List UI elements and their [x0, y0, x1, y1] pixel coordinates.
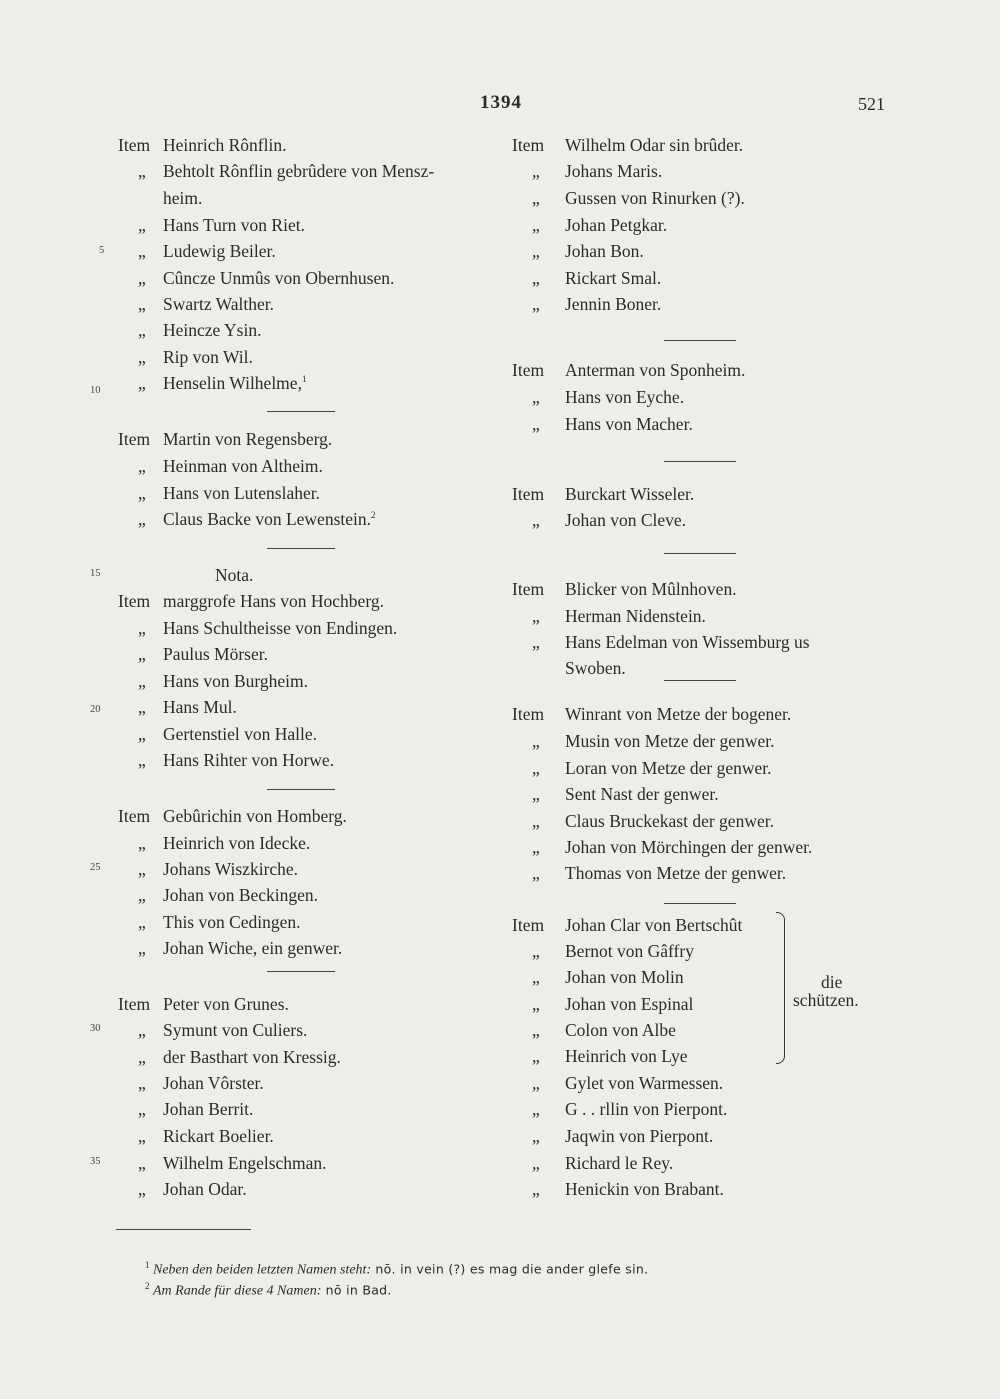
- right-entry-text: G . . rllin von Pierpont.: [565, 1099, 728, 1119]
- section-separator: [664, 553, 736, 554]
- right-entry-name: [565, 137, 743, 155]
- left-entry-marker: „: [138, 912, 146, 932]
- right-entry-text: Musin von Metze der genwer.: [565, 731, 775, 751]
- right-entry-marker: „: [532, 863, 540, 883]
- section-separator: [664, 903, 736, 904]
- left-entry-text: Johans Wiszkirche.: [163, 859, 299, 879]
- left-entry-marker: „: [138, 1153, 146, 1173]
- right-entry-text: Hans von Eyche.: [565, 387, 685, 407]
- right-entry-name: [565, 786, 719, 804]
- right-entry-text: Claus Bruckekast der genwer.: [565, 811, 774, 831]
- right-entry-marker: „: [532, 161, 540, 181]
- left-entry-name: [163, 726, 317, 744]
- left-entry-text: Johan Berrit.: [163, 1099, 254, 1119]
- left-entry-text: Johan von Beckingen.: [163, 885, 319, 905]
- right-entry-name: [565, 581, 737, 599]
- left-entry-marker: „: [138, 1126, 146, 1146]
- right-entry-marker: „: [532, 837, 540, 857]
- line-number: 10: [90, 385, 101, 396]
- line-number: 30: [90, 1023, 101, 1034]
- left-entry-text: Peter von Grunes.: [163, 994, 289, 1014]
- left-entry-marker: „: [138, 509, 146, 529]
- right-entry-marker: „: [532, 268, 540, 288]
- right-entry-name: [565, 1048, 687, 1066]
- left-entry-text: Heincze Ysin.: [163, 320, 262, 340]
- left-entry-name: [163, 163, 434, 181]
- left-entry-marker: „: [138, 294, 146, 314]
- left-entry-marker: „: [138, 750, 146, 770]
- left-entry-text: Gebûrichin von Homberg.: [163, 806, 347, 826]
- section-separator: [664, 680, 736, 681]
- right-entry-marker: „: [532, 784, 540, 804]
- left-entry-marker: „: [138, 215, 146, 235]
- right-entry-name: [565, 634, 810, 652]
- right-entry-name: [565, 217, 667, 235]
- left-entry-marker: Item: [118, 994, 151, 1014]
- right-entry-text: Swoben.: [565, 658, 626, 678]
- right-entry-name: [565, 917, 742, 935]
- left-entry-name: [163, 296, 274, 314]
- right-entry-text: Gylet von Warmessen.: [565, 1073, 724, 1093]
- left-entry-text: Rickart Boelier.: [163, 1126, 274, 1146]
- right-entry-marker: Item: [512, 360, 545, 380]
- line-number: 5: [99, 245, 105, 256]
- left-entry-name: [163, 940, 342, 958]
- footnote-2-italic: Am Rande für diese 4 Namen:: [153, 1283, 322, 1299]
- right-entry-marker: „: [532, 241, 540, 261]
- right-entry-text: Blicker von Mûlnhoven.: [565, 579, 737, 599]
- right-entry-name: [565, 512, 686, 530]
- left-entry-marker: „: [138, 1047, 146, 1067]
- right-entry-text: Gussen von Rinurken (?).: [565, 188, 745, 208]
- left-entry-name: [163, 1181, 247, 1199]
- line-number: 20: [90, 704, 101, 715]
- right-entry-name: [565, 190, 745, 208]
- left-entry-name: [163, 1049, 341, 1067]
- left-entry-text: Paulus Mörser.: [163, 644, 268, 664]
- right-entry-marker: „: [532, 1073, 540, 1093]
- right-entry-name: [565, 1022, 676, 1040]
- footnote-1-number: 1: [145, 1260, 150, 1270]
- right-entry-text: Wilhelm Odar sin brûder.: [565, 135, 744, 155]
- left-entry-text: heim.: [163, 188, 203, 208]
- right-entry-marker: „: [532, 1126, 540, 1146]
- right-entry-text: Loran von Metze der genwer.: [565, 758, 772, 778]
- left-entry-text: marggrofe Hans von Hochberg.: [163, 591, 384, 611]
- right-entry-text: Bernot von Gâffry: [565, 941, 694, 961]
- left-entry-name: [163, 217, 305, 235]
- left-entry-text: Hans Schultheisse von Endingen.: [163, 618, 398, 638]
- left-entry-name: [163, 1075, 264, 1093]
- right-entry-name: [565, 1075, 723, 1093]
- right-entry-name: [565, 706, 791, 724]
- right-entry-name: [565, 389, 684, 407]
- left-entry-name: [163, 620, 397, 638]
- left-entry-marker: „: [138, 671, 146, 691]
- right-entry-text: Johan von Molin: [565, 967, 684, 987]
- right-entry-marker: „: [532, 967, 540, 987]
- left-entry-text: Behtolt Rônflin gebrûdere von Mensz-: [163, 161, 435, 181]
- brace-label-line-1: die: [821, 972, 843, 992]
- left-entry-marker: „: [138, 885, 146, 905]
- brace-label-line-2: schützen.: [793, 990, 859, 1010]
- right-entry-marker: „: [532, 1020, 540, 1040]
- left-entry-text: Symunt von Culiers.: [163, 1020, 308, 1040]
- left-entry-marker: „: [138, 724, 146, 744]
- right-entry-name: [565, 1155, 673, 1173]
- right-entry-text: Johan Clar von Bertschût: [565, 915, 743, 935]
- left-entry-marker: „: [138, 618, 146, 638]
- right-entry-text: Johan von Espinal: [565, 994, 694, 1014]
- right-entry-text: Jaqwin von Pierpont.: [565, 1126, 714, 1146]
- left-entry-marker: Item: [118, 429, 151, 449]
- left-entry-text: Heinman von Altheim.: [163, 456, 323, 476]
- left-entry-marker: „: [138, 241, 146, 261]
- left-entry-marker: „: [138, 161, 146, 181]
- right-entry-marker: Item: [512, 915, 545, 935]
- right-entry-marker: Item: [512, 135, 545, 155]
- left-entry-name: [163, 349, 253, 367]
- page-year-heading: 1394: [480, 92, 522, 113]
- right-entry-text: Sent Nast der genwer.: [565, 784, 719, 804]
- left-entry-text: Hans von Burgheim.: [163, 671, 309, 691]
- left-entry-name: [163, 835, 310, 853]
- footnote-2: [145, 1281, 392, 1300]
- section-separator: [267, 971, 335, 972]
- left-entry-name: [163, 458, 323, 476]
- right-entry-name: [565, 760, 772, 778]
- right-entry-marker: Item: [512, 704, 545, 724]
- left-entry-marker: Item: [118, 806, 151, 826]
- left-entry-marker: „: [138, 347, 146, 367]
- right-entry-marker: „: [532, 387, 540, 407]
- left-entry-name: [163, 887, 318, 905]
- left-entry-text: Hans Mul.: [163, 697, 237, 717]
- left-entry-text: Ludewig Beiler.: [163, 241, 276, 261]
- left-entry-name: [163, 511, 376, 529]
- footnote-2-text: nō in Bad.: [321, 1282, 392, 1298]
- footnote-1-italic: Neben den beiden letzten Namen steht:: [153, 1262, 372, 1278]
- left-entry-name: [163, 752, 334, 770]
- left-entry-text: Hans Turn von Riet.: [163, 215, 305, 235]
- right-entry-text: Henickin von Brabant.: [565, 1179, 724, 1199]
- left-entry-text: Rip von Wil.: [163, 347, 253, 367]
- right-entry-name: [565, 813, 774, 831]
- left-entry-marker: „: [138, 1073, 146, 1093]
- right-entry-marker: „: [532, 414, 540, 434]
- footnote-1-text: nō. in vein (?) es mag die ander glefe sin.: [371, 1261, 649, 1277]
- right-entry-marker: „: [532, 632, 540, 652]
- right-entry-name: [565, 416, 693, 434]
- footnote-1: [145, 1260, 648, 1279]
- right-entry-name: [565, 270, 661, 288]
- left-entry-marker: „: [138, 859, 146, 879]
- right-entry-name: [565, 660, 626, 678]
- right-entry-text: Johan Petgkar.: [565, 215, 668, 235]
- right-entry-text: Hans Edelman von Wissemburg us: [565, 632, 810, 652]
- left-entry-text: This von Cedingen.: [163, 912, 301, 932]
- right-entry-marker: „: [532, 941, 540, 961]
- left-entry-marker: „: [138, 373, 146, 393]
- left-entry-text: Heinrich von Idecke.: [163, 833, 311, 853]
- right-entry-name: [565, 969, 684, 987]
- right-entry-marker: „: [532, 1099, 540, 1119]
- left-entry-name: [163, 243, 276, 261]
- left-entry-name: [163, 431, 332, 449]
- left-entry-name: [163, 914, 301, 932]
- left-entry-name: [163, 1022, 307, 1040]
- right-entry-name: [565, 486, 694, 504]
- left-entry-name: [163, 1155, 327, 1173]
- right-entry-name: [565, 1101, 727, 1119]
- left-entry-name: [163, 190, 202, 208]
- right-entry-marker: „: [532, 606, 540, 626]
- left-entry-name: [163, 1128, 274, 1146]
- left-entry-text: Gertenstiel von Halle.: [163, 724, 318, 744]
- left-entry-name: [163, 593, 384, 611]
- line-number: 15: [90, 568, 101, 579]
- right-entry-name: [565, 608, 706, 626]
- left-entry-marker: „: [138, 833, 146, 853]
- right-entry-text: Richard le Rey.: [565, 1153, 674, 1173]
- right-entry-text: Johan Bon.: [565, 241, 644, 261]
- right-entry-marker: „: [532, 758, 540, 778]
- right-entry-text: Colon von Albe: [565, 1020, 676, 1040]
- left-entry-name: [163, 996, 289, 1014]
- section-separator: [267, 548, 335, 549]
- left-entry-name: [163, 646, 268, 664]
- right-entry-name: [565, 733, 774, 751]
- footnote-rule: [116, 1229, 251, 1230]
- section-separator: [267, 789, 335, 790]
- right-entry-text: Anterman von Sponheim.: [565, 360, 746, 380]
- left-entry-text: Johan Wiche, ein genwer.: [163, 938, 343, 958]
- right-entry-text: Johan von Mörchingen der genwer.: [565, 837, 813, 857]
- right-entry-name: [565, 163, 662, 181]
- right-entry-text: Johans Maris.: [565, 161, 663, 181]
- right-entry-name: [565, 243, 644, 261]
- right-entry-text: Herman Nidenstein.: [565, 606, 706, 626]
- right-entry-name: [565, 865, 786, 883]
- left-entry-text: Swartz Walther.: [163, 294, 275, 314]
- right-entry-marker: „: [532, 731, 540, 751]
- left-entry-marker: „: [138, 1099, 146, 1119]
- left-entry-marker: Item: [118, 135, 151, 155]
- bracket-brace: [776, 912, 785, 1064]
- right-entry-marker: Item: [512, 579, 545, 599]
- left-entry-text: Nota.: [215, 565, 254, 585]
- left-entry-marker: „: [138, 483, 146, 503]
- right-entry-marker: Item: [512, 484, 545, 504]
- right-entry-name: [565, 1181, 724, 1199]
- left-entry-name: [163, 1101, 253, 1119]
- line-number: 25: [90, 862, 101, 873]
- right-entry-marker: „: [532, 294, 540, 314]
- page-number: 521: [858, 94, 885, 114]
- left-entry-text: Cûncze Unmûs von Obernhusen.: [163, 268, 395, 288]
- right-entry-text: Rickart Smal.: [565, 268, 662, 288]
- left-entry-name: [163, 485, 320, 503]
- left-entry-text: Claus Backe von Lewenstein.: [163, 509, 372, 529]
- right-entry-text: Jennin Boner.: [565, 294, 662, 314]
- left-entry-marker: „: [138, 697, 146, 717]
- left-entry-text: Henselin Wilhelme,: [163, 373, 302, 393]
- right-entry-marker: „: [532, 1153, 540, 1173]
- left-entry-text: Wilhelm Engelschman.: [163, 1153, 327, 1173]
- footnote-reference: 1: [301, 374, 307, 385]
- right-entry-marker: „: [532, 811, 540, 831]
- left-entry-name: [163, 673, 308, 691]
- right-entry-marker: „: [532, 1179, 540, 1199]
- footnote-reference: 2: [371, 510, 376, 521]
- section-separator: [664, 340, 736, 341]
- left-entry-marker: „: [138, 456, 146, 476]
- right-entry-marker: „: [532, 510, 540, 530]
- left-entry-text: Hans Rihter von Horwe.: [163, 750, 335, 770]
- right-entry-text: Johan von Cleve.: [565, 510, 687, 530]
- line-number: 35: [90, 1156, 101, 1167]
- left-entry-name: [163, 137, 286, 155]
- left-entry-name: [163, 270, 394, 288]
- right-entry-marker: „: [532, 1046, 540, 1066]
- left-entry-marker: „: [138, 644, 146, 664]
- right-entry-text: Thomas von Metze der genwer.: [565, 863, 787, 883]
- left-entry-marker: „: [138, 320, 146, 340]
- footnote-2-number: 2: [145, 1281, 150, 1291]
- left-entry-marker: Item: [118, 591, 151, 611]
- right-entry-marker: „: [532, 215, 540, 235]
- left-entry-text: Hans von Lutenslaher.: [163, 483, 320, 503]
- right-entry-name: [565, 362, 745, 380]
- left-entry-name: [215, 567, 253, 585]
- section-separator: [267, 411, 335, 412]
- left-entry-name: [163, 699, 237, 717]
- left-entry-text: Johan Odar.: [163, 1179, 247, 1199]
- right-entry-name: [565, 1128, 713, 1146]
- right-entry-name: [565, 296, 661, 314]
- left-entry-name: [163, 322, 261, 340]
- left-entry-marker: „: [138, 1179, 146, 1199]
- left-entry-text: Johan Vôrster.: [163, 1073, 264, 1093]
- left-entry-name: [163, 808, 347, 826]
- right-entry-name: [565, 839, 812, 857]
- right-entry-name: [565, 943, 694, 961]
- right-entry-marker: „: [532, 994, 540, 1014]
- left-entry-marker: „: [138, 938, 146, 958]
- right-entry-marker: „: [532, 188, 540, 208]
- left-entry-name: [163, 861, 298, 879]
- right-entry-text: Hans von Macher.: [565, 414, 693, 434]
- left-entry-name: [163, 375, 306, 393]
- left-entry-text: Martin von Regensberg.: [163, 429, 333, 449]
- left-entry-text: der Basthart von Kressig.: [163, 1047, 341, 1067]
- right-entry-text: Winrant von Metze der bogener.: [565, 704, 792, 724]
- left-entry-marker: „: [138, 1020, 146, 1040]
- right-entry-text: Heinrich von Lye: [565, 1046, 688, 1066]
- section-separator: [664, 461, 736, 462]
- right-entry-name: [565, 996, 693, 1014]
- left-entry-text: Heinrich Rônflin.: [163, 135, 287, 155]
- right-entry-text: Burckart Wisseler.: [565, 484, 695, 504]
- left-entry-marker: „: [138, 268, 146, 288]
